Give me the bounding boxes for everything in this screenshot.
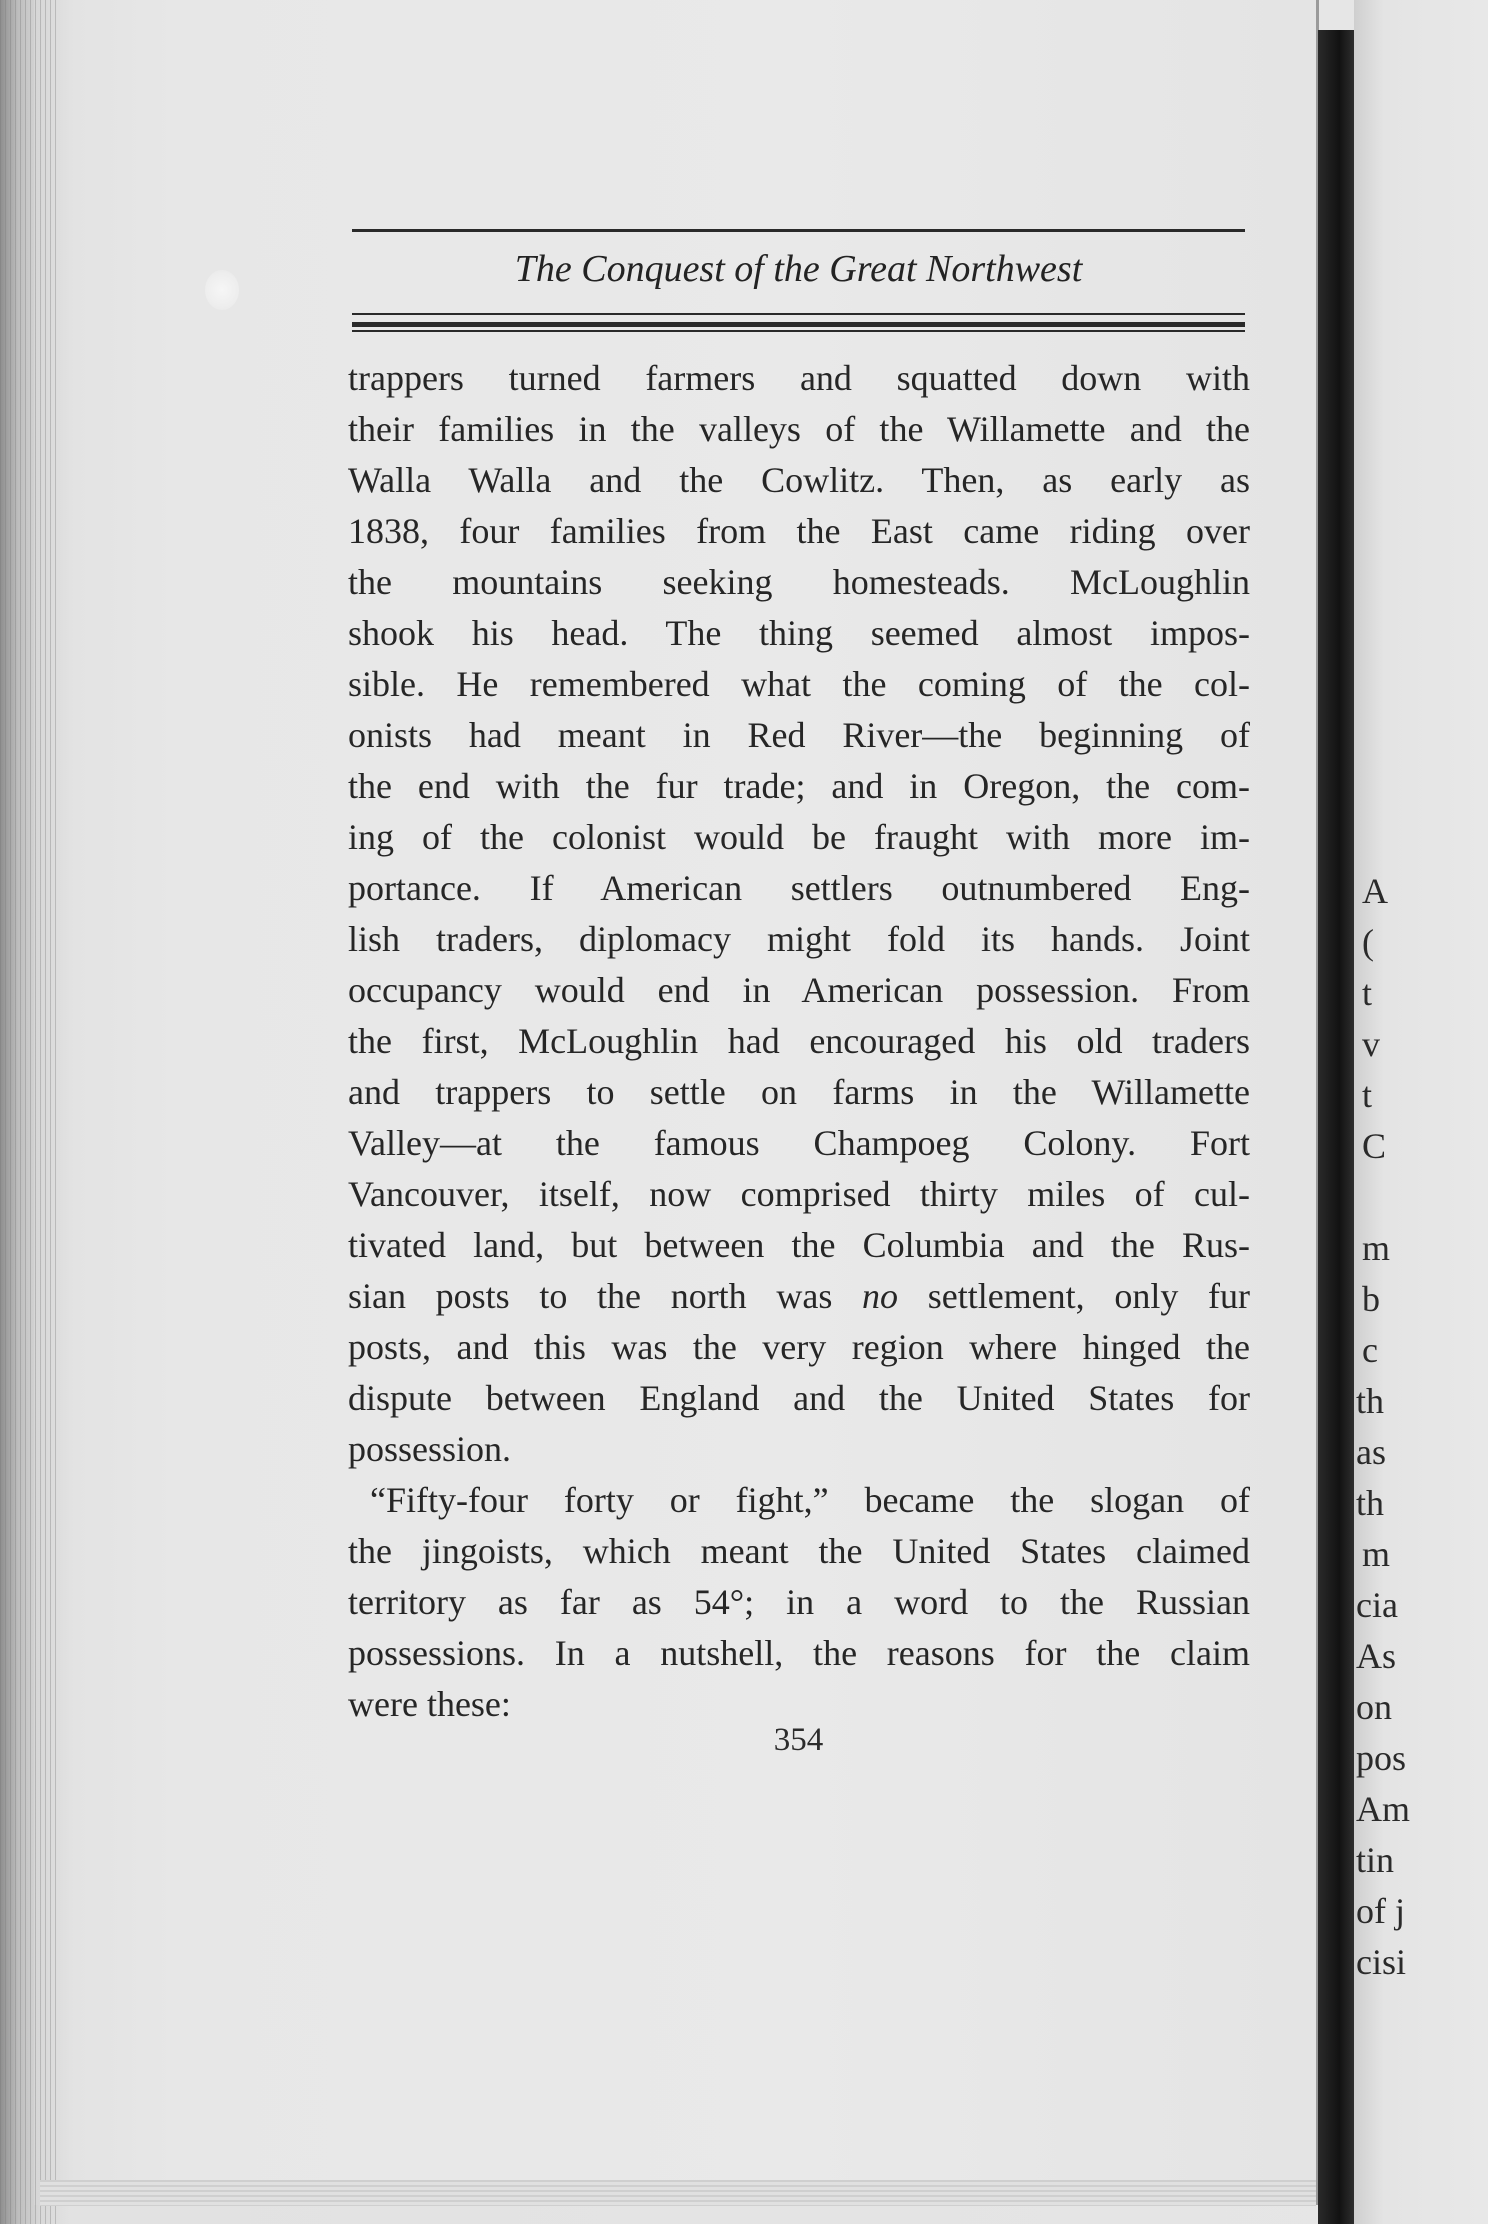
book-gutter xyxy=(1318,30,1354,2224)
right-page-fragment: m xyxy=(1362,1534,1391,1574)
text-line: 1838, four families from the East came riding over xyxy=(348,511,1250,551)
text-line: posts, and this was the very region where hinged the xyxy=(348,1327,1250,1367)
right-page-fragment: A xyxy=(1362,871,1388,911)
right-page-fragment: v xyxy=(1362,1024,1380,1064)
right-page-fragment xyxy=(1354,713,1488,764)
right-page-fragment: of j xyxy=(1356,1891,1405,1931)
text-line: tivated land, but between the Columbia and the Rus- xyxy=(348,1225,1250,1265)
right-page-fragment xyxy=(1354,764,1488,815)
header-rule-bottom-thin-2 xyxy=(352,330,1245,332)
right-page-fragment xyxy=(1354,560,1488,611)
running-head: The Conquest of the Great Northwest xyxy=(514,248,1083,290)
right-page-fragment: tin xyxy=(1356,1840,1395,1880)
right-page-text-fragments xyxy=(1354,560,1488,1988)
right-book-page xyxy=(1354,0,1488,2224)
right-page-fragment xyxy=(1354,611,1488,662)
right-page-fragment: C xyxy=(1362,1126,1387,1166)
text-line: sible. He remembered what the coming of the col- xyxy=(348,664,1250,704)
text-line: possession. xyxy=(348,1429,512,1469)
right-page-fragment: t xyxy=(1362,973,1373,1013)
text-line: the jingoists, which meant the United States claimed xyxy=(348,1531,1250,1571)
text-line: onists had meant in Red River—the beginning of xyxy=(348,715,1250,755)
right-page-fragment: c xyxy=(1362,1330,1378,1370)
right-page-fragment xyxy=(1354,662,1488,713)
text-line: shook his head. The thing seemed almost impos- xyxy=(348,613,1250,653)
page-stack-edge xyxy=(0,0,60,2224)
right-page-fragment: ( xyxy=(1362,922,1374,962)
text-line: occupancy would end in American possession. From xyxy=(348,970,1250,1010)
text-line: trappers turned farmers and squatted down with xyxy=(348,358,1250,398)
text-line: Vancouver, itself, now comprised thirty miles of cul- xyxy=(348,1174,1250,1214)
text-line: the first, McLoughlin had encouraged his old traders xyxy=(348,1021,1250,1061)
text-line: “Fifty-four forty or fight,” became the slogan of xyxy=(370,1480,1250,1520)
right-page-fragment: Am xyxy=(1356,1789,1410,1829)
right-page-fragment: th xyxy=(1356,1483,1385,1523)
right-page-fragment xyxy=(1354,815,1488,866)
text-line: Valley—at the famous Champoeg Colony. Fort xyxy=(348,1123,1250,1163)
text-line: possessions. In a nutshell, the reasons for the claim xyxy=(348,1633,1250,1673)
text-line: the end with the fur trade; and in Oregon, the com- xyxy=(348,766,1250,806)
right-page-fragment: m xyxy=(1362,1228,1391,1268)
text-line: territory as far as 54°; in a word to the Russian xyxy=(348,1582,1250,1622)
right-page-fragment: cisi xyxy=(1356,1942,1406,1982)
text-line: dispute between England and the United States for xyxy=(348,1378,1250,1418)
header-rule-bottom-thin xyxy=(352,313,1245,315)
text-line: ing of the colonist would be fraught with more im- xyxy=(348,817,1250,857)
right-page-fragment: As xyxy=(1356,1636,1397,1676)
text-line: Walla Walla and the Cowlitz. Then, as early as xyxy=(348,460,1250,500)
page-bottom-edge xyxy=(40,2180,1316,2206)
text-line: the mountains seeking homesteads. McLoughlin xyxy=(348,562,1250,602)
text-line: their families in the valleys of the Willamette and the xyxy=(348,409,1250,449)
paper-smudge xyxy=(205,270,239,310)
text-line: and trappers to settle on farms in the Willamette xyxy=(348,1072,1250,1112)
right-page-fragment: b xyxy=(1362,1279,1380,1319)
right-page-fragment: th xyxy=(1356,1381,1385,1421)
right-page-fragment: pos xyxy=(1356,1738,1407,1778)
right-page-fragment: t xyxy=(1362,1075,1373,1115)
text-line: were these: xyxy=(348,1684,511,1724)
right-page-fragment: cia xyxy=(1356,1585,1398,1625)
page-number: 354 xyxy=(773,1722,824,1758)
body-text xyxy=(348,353,1250,1730)
text-line: portance. If American settlers outnumbered Eng- xyxy=(348,868,1250,908)
header-rule-bottom-thick xyxy=(352,322,1245,327)
text-line: lish traders, diplomacy might fold its hands. Joint xyxy=(348,919,1250,959)
header-rule-top xyxy=(352,229,1245,232)
text-line: sian posts to the north was no settlement, only fur xyxy=(348,1276,1250,1316)
right-page-fragment: as xyxy=(1356,1432,1386,1472)
right-page-fragment xyxy=(1354,1172,1488,1223)
right-page-fragment: on xyxy=(1356,1687,1392,1727)
